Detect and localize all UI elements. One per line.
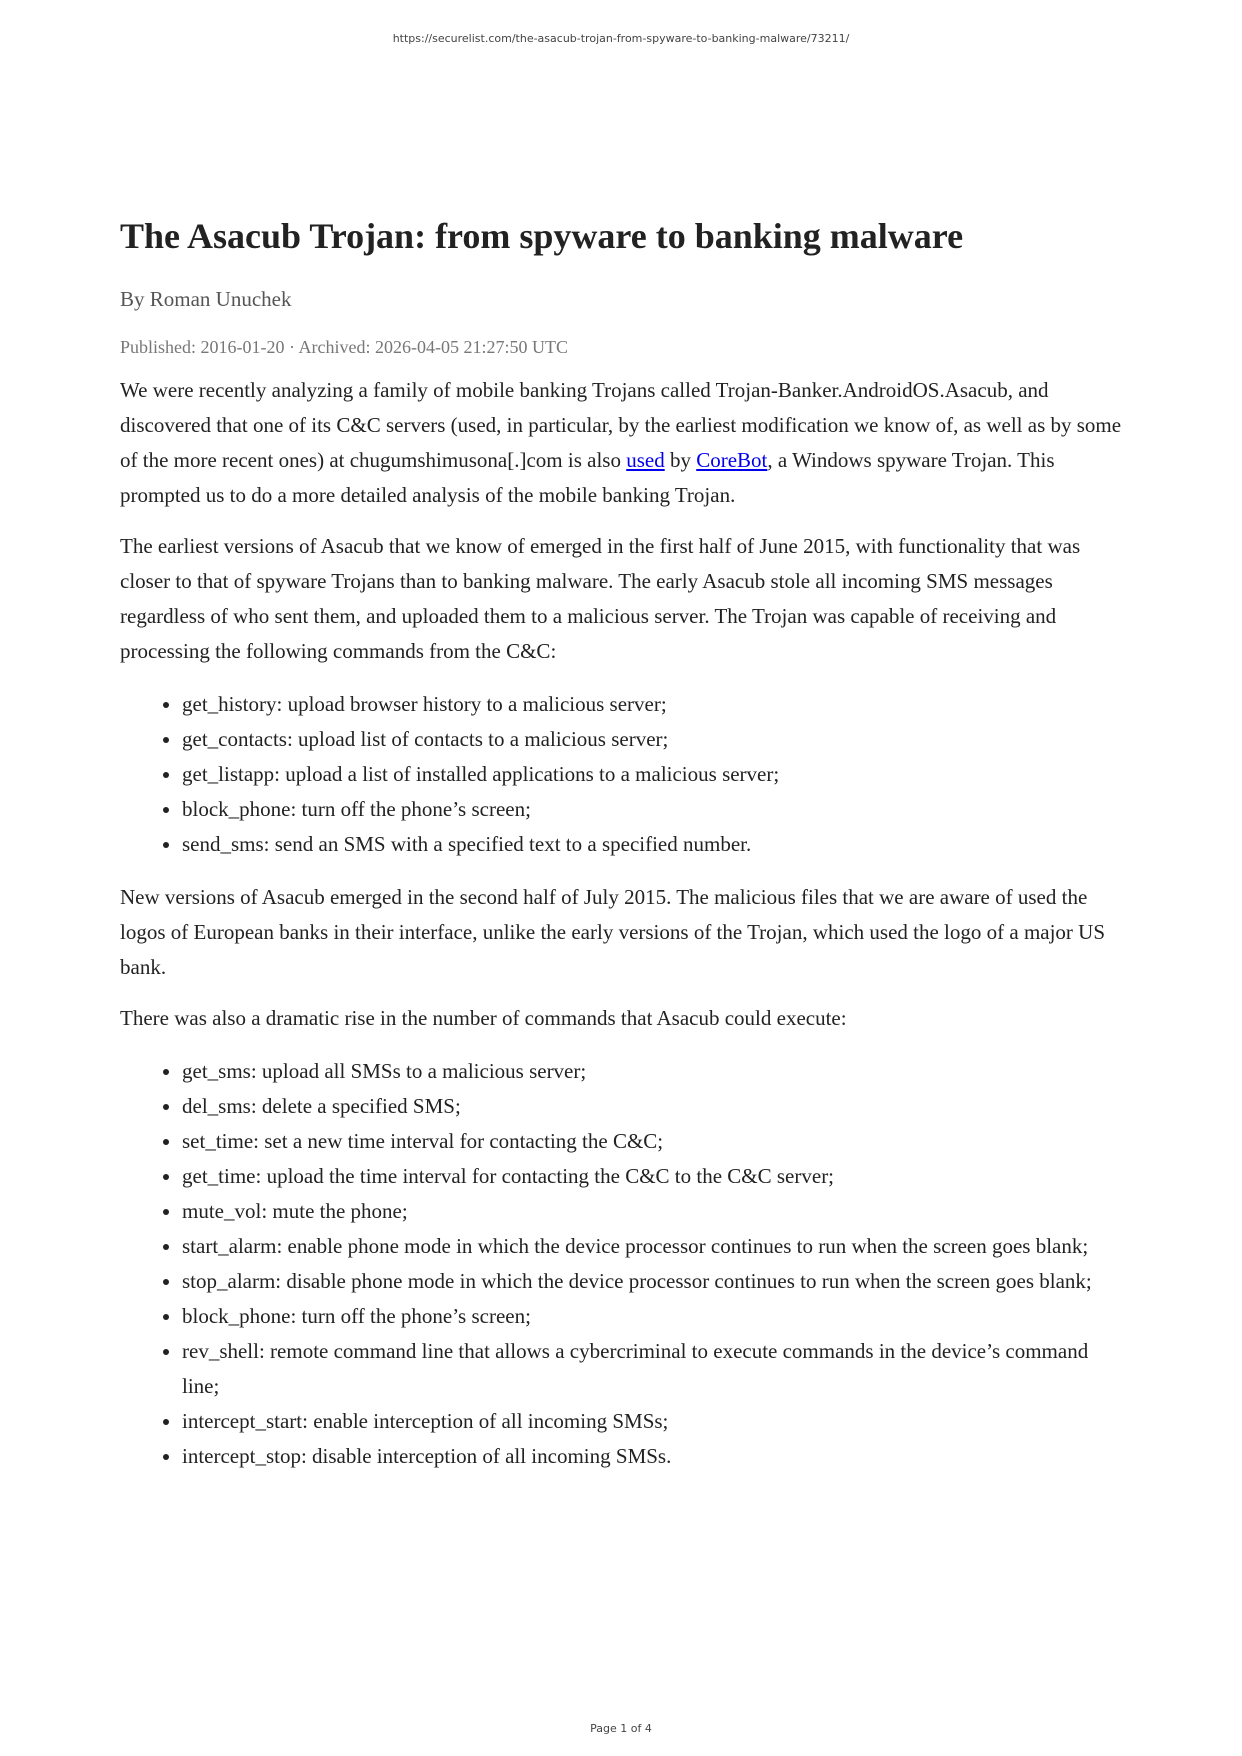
list-item: • send_sms: send an SMS with a specified text to a specified number. [182, 827, 1128, 862]
page-number: Page 1 of 4 [590, 1722, 652, 1735]
paragraph-4: There was also a dramatic rise in the number of commands that Asacub could execute: [120, 1006, 847, 1030]
article [120, 212, 1128, 1474]
list-item: • set_time: set a new time interval for contacting the C&C; [182, 1124, 1128, 1159]
publish-info: Published: 2016-01-20 · Archived: 2026-04-05 21:27:50 UTC [120, 337, 568, 357]
list-item: • get_contacts: upload list of contacts to a malicious server; [182, 722, 1128, 757]
command-list-early [120, 687, 1128, 862]
list-item: • block_phone: turn off the phone’s screen; [182, 792, 1128, 827]
link-used[interactable]: used [626, 448, 665, 472]
list-item: • stop_alarm: disable phone mode in which the device processor continues to run when the screen goes blank; [182, 1264, 1128, 1299]
text: We were recently analyzing a family of mobile banking Trojans called Trojan-Banker.AndroidOS.Asacub, and discovered that one of its C&C servers (used, in particular, by the earliest modification we know of, as well as by some of the more recent ones) at chugumshimusona[.]com is also [120, 378, 1122, 472]
list-item: • get_sms: upload all SMSs to a malicious server; [182, 1054, 1128, 1089]
list-item: • intercept_start: enable interception of all incoming SMSs; [182, 1404, 1128, 1439]
paragraph-1 [120, 373, 1128, 513]
list-item: • del_sms: delete a specified SMS; [182, 1089, 1128, 1124]
list-item: • get_time: upload the time interval for contacting the C&C to the C&C server; [182, 1159, 1128, 1194]
text: , a Windows spyware Trojan. This prompted us to do a more detailed analysis of the mobile banking Trojan. [120, 448, 1055, 507]
paragraph-3: New versions of Asacub emerged in the second half of July 2015. The malicious files that we are aware of used the logos of European banks in their interface, unlike the early versions of the Trojan, which used the logo of a major US bank. [120, 885, 1106, 979]
list-item: • mute_vol: mute the phone; [182, 1194, 1128, 1229]
article-title: The Asacub Trojan: from spyware to banking malware [120, 216, 964, 256]
list-item: • block_phone: turn off the phone’s screen; [182, 1299, 1128, 1334]
link-corebot[interactable]: CoreBot [696, 448, 768, 472]
list-item: • intercept_stop: disable interception of all incoming SMSs. [182, 1439, 1128, 1474]
text: by [664, 448, 697, 472]
paragraph-2: The earliest versions of Asacub that we know of emerged in the first half of June 2015, with functionality that was closer to that of spyware Trojans than to banking malware. The early Asacub stole all incoming SMS messages regardless of who sent them, and uploaded them to a malicious server. The Trojan was capable of receiving and processing the following commands from the C&C: [120, 534, 1081, 663]
byline: By Roman Unuchek [120, 287, 292, 311]
list-item: • get_listapp: upload a list of installed applications to a malicious server; [182, 757, 1128, 792]
command-list-new [120, 1054, 1128, 1474]
list-item: • start_alarm: enable phone mode in which the device processor continues to run when the screen goes blank; [182, 1229, 1128, 1264]
list-item: • get_history: upload browser history to a malicious server; [182, 687, 1128, 722]
page-url: https://securelist.com/the-asacub-trojan-from-spyware-to-banking-malware/73211/ [392, 32, 850, 45]
list-item: • rev_shell: remote command line that allows a cybercriminal to execute commands in the device’s command line; [182, 1334, 1128, 1404]
